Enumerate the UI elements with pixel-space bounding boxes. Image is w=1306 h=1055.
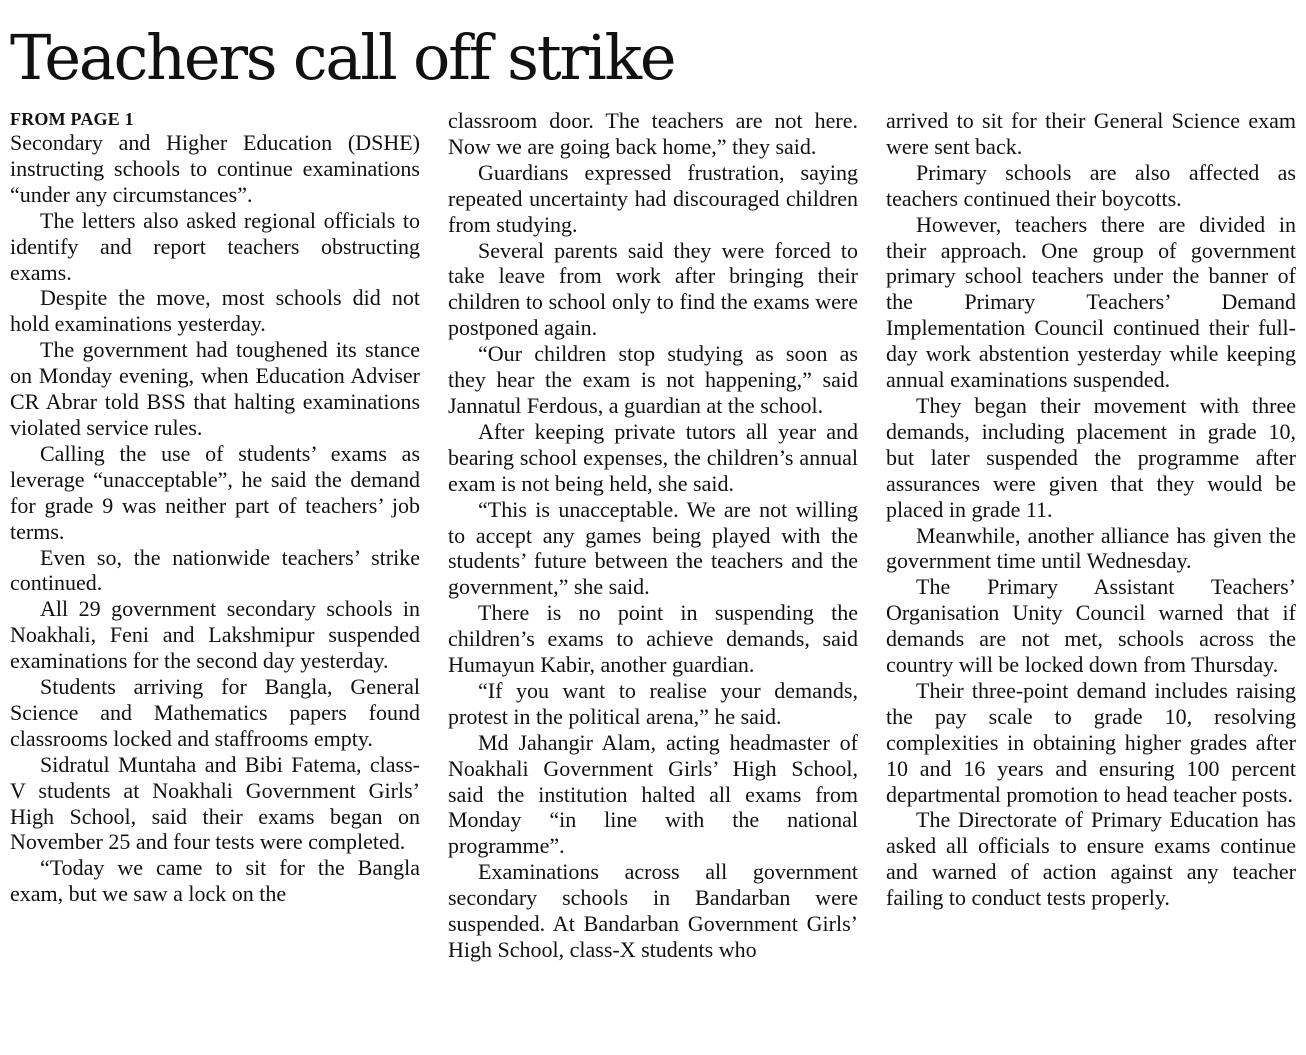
paragraph: Meanwhile, another alliance has given the government time until Wednesday. — [886, 522, 1296, 574]
paragraph: Even so, the nationwide teachers’ strike continued. — [10, 544, 420, 596]
paragraph: Several parents said they were forced to take leave from work after bringing their children to school only to find the exams were postponed again. — [448, 237, 858, 341]
paragraph: There is no point in suspending the children’s exams to achieve demands, said Humayun Kabir, another guardian. — [448, 600, 858, 678]
paragraph: Md Jahangir Alam, acting headmaster of Noakhali Government Girls’ High School, said the institution halted all exams from Monday “in line with the national programme”. — [448, 729, 858, 859]
paragraph: The government had toughened its stance on Monday evening, when Education Adviser CR Abrar told BSS that halting examinations violated service rules. — [10, 337, 420, 440]
paragraph: classroom door. The teachers are not here. Now we are going back home,” they said. — [448, 108, 858, 159]
paragraph: However, teachers there are divided in their approach. One group of government primary school teachers under the banner of the Primary Teachers’ Demand Implementation Council continued their full-day work abstention yesterday while keeping annual examinations suspended. — [886, 211, 1296, 393]
paragraph: Examinations across all government secondary schools in Bandarban were suspended. At Bandarban Government Girls’ High School, class-X students who — [448, 859, 858, 962]
paragraph: The Directorate of Primary Education has asked all officials to ensure exams continue and warned of action against any teacher failing to conduct tests properly. — [886, 807, 1296, 911]
article-column-2 — [448, 108, 858, 963]
paragraph: After keeping private tutors all year and bearing school expenses, the children’s annual exam is not being held, she said. — [448, 418, 858, 496]
paragraph: “This is unacceptable. We are not willing to accept any games being played with the students’ future between the teachers and the government,” she said. — [448, 496, 858, 600]
paragraph: “Today we came to sit for the Bangla exam, but we saw a lock on the — [10, 855, 420, 907]
paragraph: Their three-point demand includes raising the pay scale to grade 10, resolving complexities in obtaining higher grades after 10 and 16 years and ensuring 100 percent departmental promotion to head teacher posts. — [886, 677, 1296, 807]
paragraph: “Our children stop studying as soon as they hear the exam is not happening,” said Jannatul Ferdous, a guardian at the school. — [448, 341, 858, 418]
paragraph: Secondary and Higher Education (DSHE) instructing schools to continue examinations “under any circumstances”. — [10, 130, 420, 207]
continued-from-label: FROM PAGE 1 — [10, 109, 134, 129]
paragraph: Primary schools are also affected as teachers continued their boycotts. — [886, 159, 1296, 211]
paragraph: Guardians expressed frustration, saying repeated uncertainty had discouraged children from studying. — [448, 159, 858, 237]
paragraph: They began their movement with three demands, including placement in grade 10, but later suspended the programme after assurances were given that they would be placed in grade 11. — [886, 392, 1296, 522]
paragraph: “If you want to realise your demands, protest in the political arena,” he said. — [448, 677, 858, 729]
headline: Teachers call off strike — [10, 21, 675, 94]
article-column-1 — [10, 108, 420, 907]
paragraph: The letters also asked regional officials to identify and report teachers obstructing exams. — [10, 207, 420, 285]
paragraph: Sidratul Muntaha and Bibi Fatema, class-V students at Noakhali Government Girls’ High School, said their exams began on November 25 and four tests were completed. — [10, 751, 420, 855]
paragraph: Calling the use of students’ exams as leverage “unacceptable”, he said the demand for grade 9 was neither part of teachers’ job terms. — [10, 440, 420, 544]
paragraph: The Primary Assistant Teachers’ Organisation Unity Council warned that if demands are not met, schools across the country will be locked down from Thursday. — [886, 574, 1296, 678]
paragraph: All 29 government secondary schools in Noakhali, Feni and Lakshmipur suspended examinations for the second day yesterday. — [10, 596, 420, 674]
paragraph: Students arriving for Bangla, General Science and Mathematics papers found classrooms locked and staffrooms empty. — [10, 674, 420, 751]
paragraph: arrived to sit for their General Science exam were sent back. — [886, 108, 1296, 159]
article-column-3 — [886, 108, 1296, 911]
paragraph: Despite the move, most schools did not hold examinations yesterday. — [10, 285, 420, 337]
